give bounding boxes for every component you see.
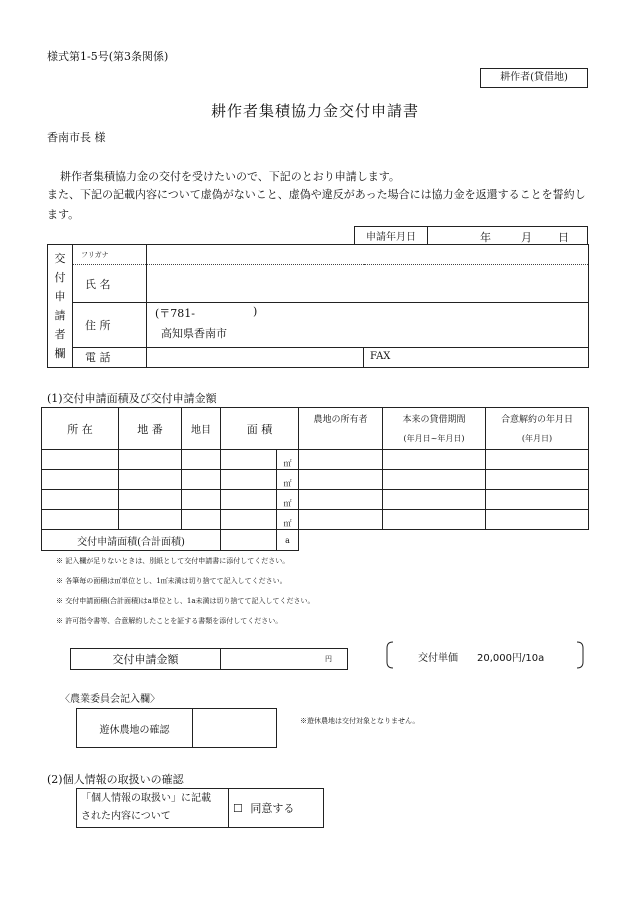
unit-sqm: ㎡: [277, 510, 299, 530]
consent-label: [77, 789, 229, 828]
cell-land-type[interactable]: [182, 450, 221, 470]
cell-area[interactable]: [221, 490, 277, 510]
cell-lot[interactable]: [119, 510, 182, 530]
date-year-label: 年: [480, 231, 491, 244]
unit-sqm: ㎡: [277, 450, 299, 470]
cell-lease-period[interactable]: [383, 470, 486, 490]
fax-cell[interactable]: [364, 347, 589, 367]
cell-owner[interactable]: [299, 490, 383, 510]
cell-lease-period[interactable]: [383, 510, 486, 530]
intro-line-1: 耕作者集積協力金の交付を受けたいので、下記のとおり申請します。: [60, 170, 400, 183]
header-lot-number: 地 番: [119, 408, 182, 450]
idle-farmland-check-label: 遊休農地の確認: [77, 709, 193, 748]
applicant-section-label: [48, 245, 73, 368]
furigana-field[interactable]: [147, 245, 589, 265]
applicant-section: [47, 244, 588, 368]
consent-label-line-2: された内容について: [81, 811, 171, 822]
form-number: 様式第1-5号(第3条関係): [47, 50, 169, 63]
cell-area[interactable]: [221, 470, 277, 490]
page-title: 耕作者集積協力金交付申請書: [210, 102, 419, 120]
cell-owner[interactable]: [299, 470, 383, 490]
cell-land-type[interactable]: [182, 490, 221, 510]
section-char-3: 申: [54, 290, 66, 303]
idle-farmland-check-field[interactable]: [193, 709, 277, 748]
note-2: ※ 各筆毎の面積は㎡単位とし、1㎡未満は切り捨てて記入してください。: [56, 577, 287, 585]
section-char-4: 請: [54, 309, 66, 322]
section1-title: (1)交付申請面積及び交付申請金額: [47, 392, 217, 405]
furigana-label: フリガナ: [73, 245, 147, 265]
header-lease-period: [383, 408, 486, 450]
header-termination-date: [486, 408, 589, 450]
header-owner: 農地の所有者: [299, 408, 383, 450]
intro-line-2: また、下記の記載内容について虚偽がないこと、虚偽や違反があった場合には協力金を返還することを誓約し: [47, 188, 586, 201]
consent-label-line-1: 「個人情報の取扱い」に記載: [81, 793, 211, 804]
address-label: 住 所: [73, 303, 147, 347]
addressee: 香南市長 様: [47, 131, 106, 144]
consent-text: 同意する: [250, 802, 295, 815]
section-char-6: 欄: [54, 347, 66, 360]
cell-owner[interactable]: [299, 450, 383, 470]
date-month-label: 月: [521, 231, 532, 244]
consent-option[interactable]: [229, 789, 324, 828]
table-row: [42, 490, 589, 510]
badge-cultivator-lease: 耕作者(貸借地): [480, 68, 588, 88]
postal-suffix: ): [253, 305, 258, 319]
application-date-label: 申請年月日: [355, 227, 428, 245]
name-label: 氏 名: [73, 265, 147, 303]
unit-price-label: 交付単価: [418, 653, 458, 664]
cell-lot[interactable]: [119, 470, 182, 490]
header-termination-sub: (年月日): [521, 434, 553, 443]
total-area-label: 交付申請面積(合計面積): [42, 530, 221, 551]
parcel-table: [41, 407, 588, 550]
amount-field[interactable]: [221, 649, 348, 670]
note-3: ※ 交付申請面積(合計面積)はa単位とし、1a未満は切り捨てて記入してください。: [56, 597, 315, 605]
date-day-label: 日: [558, 231, 569, 244]
cell-location[interactable]: [42, 490, 119, 510]
header-termination-label: 合意解約の年月日: [500, 415, 573, 425]
unit-are: a: [277, 530, 299, 551]
unit-sqm: ㎡: [277, 490, 299, 510]
cell-owner[interactable]: [299, 510, 383, 530]
amount-box: [70, 648, 347, 670]
cell-lot[interactable]: [119, 490, 182, 510]
total-row-blank: [299, 530, 589, 551]
cell-location[interactable]: [42, 510, 119, 530]
committee-box: [76, 708, 276, 748]
table-row: [42, 450, 589, 470]
committee-note: ※遊休農地は交付対象となりません。: [300, 717, 420, 725]
cell-location[interactable]: [42, 450, 119, 470]
amount-label: 交付申請金額: [71, 649, 221, 670]
section2-title: (2)個人情報の取扱いの確認: [47, 773, 184, 786]
postal-prefix: (〒781-: [155, 307, 196, 321]
cell-land-type[interactable]: [182, 510, 221, 530]
header-lease-period-sub: (年月日~年月日): [403, 434, 465, 443]
cell-termination[interactable]: [486, 470, 589, 490]
section-char-1: 交: [54, 252, 66, 265]
unit-price-box: [385, 640, 585, 670]
note-4: ※ 許可指令書等、合意解約したことを証する書類を添付してください。: [56, 617, 283, 625]
intro-line-3: ます。: [47, 208, 80, 221]
header-lease-period-label: 本来の貸借期間: [402, 415, 466, 425]
fax-label: FAX: [370, 350, 391, 362]
cell-lease-period[interactable]: [383, 450, 486, 470]
address-city: 高知県香南市: [161, 327, 227, 341]
committee-title: 〈農業委員会記入欄〉: [60, 694, 160, 705]
section-char-5: 者: [54, 328, 66, 341]
table-row: [42, 510, 589, 530]
cell-termination[interactable]: [486, 510, 589, 530]
amount-yen-unit: 円: [325, 655, 332, 663]
note-1: ※ 記入欄が足りないときは、別紙として交付申請書に添付してください。: [56, 557, 290, 565]
unit-price-value: 20,000円/10a: [477, 653, 545, 664]
address-field[interactable]: [147, 303, 589, 347]
header-land-type: 地目: [182, 408, 221, 450]
table-row: [42, 470, 589, 490]
section-char-2: 付: [54, 271, 66, 284]
total-row: [42, 530, 589, 551]
cell-area[interactable]: [221, 510, 277, 530]
cell-termination[interactable]: [486, 450, 589, 470]
cell-termination[interactable]: [486, 490, 589, 510]
application-date-box: [354, 226, 588, 245]
phone-field[interactable]: [147, 347, 364, 367]
phone-label: 電 話: [73, 347, 147, 367]
name-field[interactable]: [147, 265, 589, 303]
header-location: 所 在: [42, 408, 119, 450]
header-area: 面 積: [221, 408, 299, 450]
cell-location[interactable]: [42, 470, 119, 490]
application-date-field[interactable]: [428, 227, 588, 245]
cell-lot[interactable]: [119, 450, 182, 470]
cell-area[interactable]: [221, 450, 277, 470]
consent-checkbox[interactable]: ☐: [233, 802, 243, 815]
consent-box: [76, 788, 323, 828]
unit-sqm: ㎡: [277, 470, 299, 490]
cell-lease-period[interactable]: [383, 490, 486, 510]
total-area-field[interactable]: [221, 530, 277, 551]
cell-land-type[interactable]: [182, 470, 221, 490]
